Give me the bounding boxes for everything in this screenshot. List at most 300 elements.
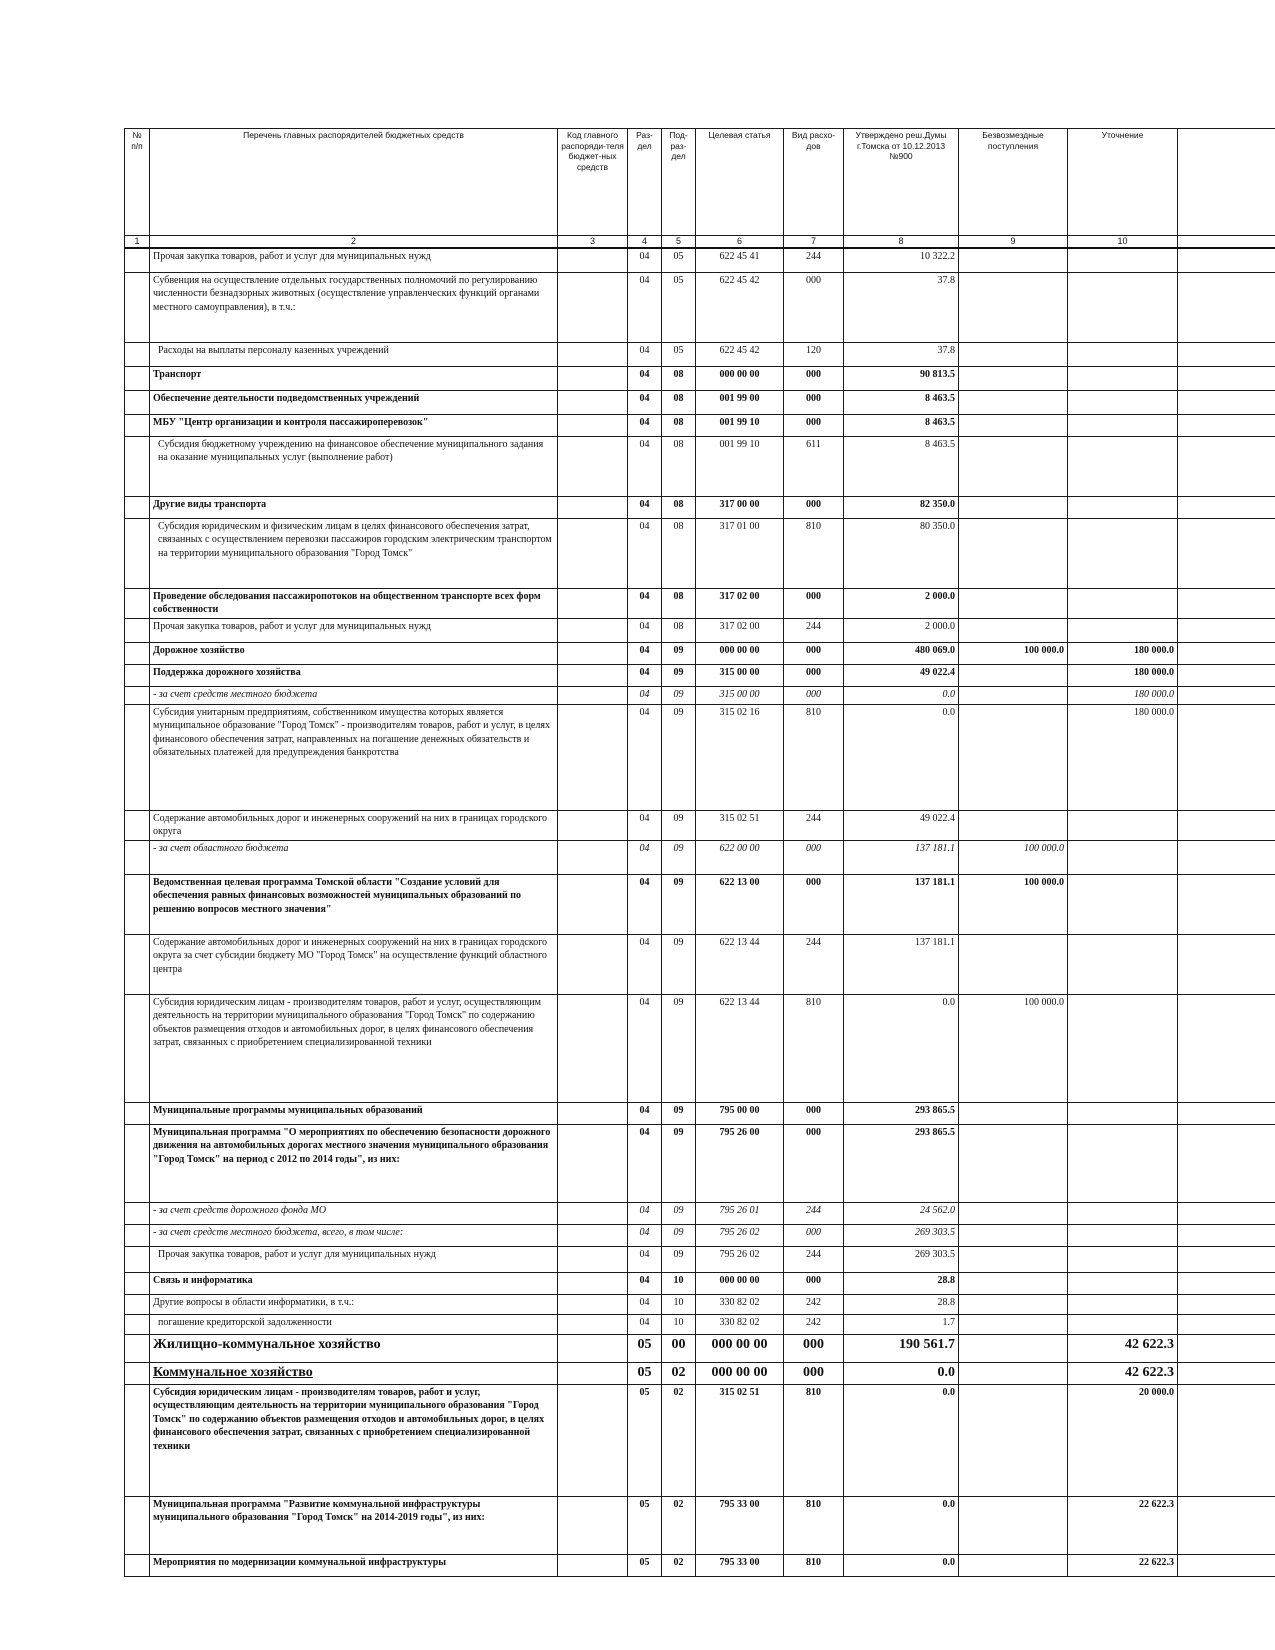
cell-name: Ведомственная целевая программа Томской области "Создание условий для обеспечения равных финансовых возможностей муниципальных образований по решению вопросов местного значения": [150, 874, 558, 934]
cell-extra: [1178, 366, 1275, 390]
cell-num: [125, 1314, 150, 1334]
cell-razdel: 04: [628, 934, 662, 994]
cell-vid: 000: [784, 686, 844, 704]
cell-vid: 000: [784, 366, 844, 390]
cell-approved: 480 069.0: [844, 642, 959, 664]
cell-name: - за счет областного бюджета: [150, 840, 558, 874]
table-row: [125, 518, 1275, 588]
cell-vid: 000: [784, 874, 844, 934]
cell-gratuitous: [959, 1224, 1068, 1246]
cell-code: [558, 342, 628, 366]
cell-vid: 000: [784, 1334, 844, 1362]
cell-vid: 000: [784, 272, 844, 342]
table-row: [125, 436, 1275, 496]
cell-num: [125, 874, 150, 934]
header-gratuitous: Безвозмездные поступления: [959, 129, 1068, 236]
cell-name: Содержание автомобильных дорог и инженерных сооружений на них в границах городского округа за счет субсидии бюджету МО "Город Томск" на осуществление функций областного центра: [150, 934, 558, 994]
cell-name: Субсидия юридическим лицам - производителям товаров, работ и услуг, осуществляющим деятельность на территории муниципального образования "Город Томск" по содержанию объектов размещения отходов и автомобильных дорог, в целях финансового обеспечения затрат, связанных с приобретением специализированной техники: [150, 1384, 558, 1496]
cell-approved: 0.0: [844, 1362, 959, 1384]
cell-num: [125, 1334, 150, 1362]
cell-podrazdel: 08: [662, 518, 696, 588]
cell-article: 622 13 44: [696, 934, 784, 994]
cell-clarification: [1068, 618, 1178, 642]
cell-name: Другие вопросы в области информатики, в т.ч.:: [150, 1294, 558, 1314]
cell-razdel: 04: [628, 366, 662, 390]
cell-gratuitous: 100 000.0: [959, 994, 1068, 1102]
cell-code: [558, 642, 628, 664]
col-number: 5: [662, 236, 696, 249]
cell-approved: 190 561.7: [844, 1334, 959, 1362]
cell-code: [558, 366, 628, 390]
table-row: [125, 1384, 1275, 1496]
cell-clarification: 180 000.0: [1068, 704, 1178, 810]
cell-gratuitous: [959, 414, 1068, 436]
cell-name: Обеспечение деятельности подведомственных учреждений: [150, 390, 558, 414]
cell-name: МБУ "Центр организации и контроля пассажироперевозок": [150, 414, 558, 436]
table-row: [125, 588, 1275, 618]
cell-code: [558, 664, 628, 686]
cell-razdel: 05: [628, 1362, 662, 1384]
cell-podrazdel: 09: [662, 1124, 696, 1202]
cell-extra: [1178, 1314, 1275, 1334]
cell-name: Субвенция на осуществление отдельных государственных полномочий по регулированию численности безнадзорных животных (осуществление управленческих функций органами местного самоуправления), в т.ч.:: [150, 272, 558, 342]
cell-approved: 10 322.2: [844, 248, 959, 272]
cell-gratuitous: [959, 810, 1068, 840]
cell-article: 330 82 02: [696, 1314, 784, 1334]
cell-clarification: [1068, 518, 1178, 588]
cell-num: [125, 664, 150, 686]
cell-name: Муниципальные программы муниципальных образований: [150, 1102, 558, 1124]
cell-article: 795 00 00: [696, 1102, 784, 1124]
cell-podrazdel: 09: [662, 1246, 696, 1272]
cell-approved: 1.7: [844, 1314, 959, 1334]
cell-num: [125, 642, 150, 664]
cell-extra: [1178, 1362, 1275, 1384]
table-row: [125, 994, 1275, 1102]
cell-approved: 137 181.1: [844, 874, 959, 934]
cell-article: 000 00 00: [696, 1362, 784, 1384]
cell-razdel: 04: [628, 1246, 662, 1272]
cell-razdel: 04: [628, 704, 662, 810]
cell-vid: 000: [784, 840, 844, 874]
cell-name: Коммунальное хозяйство: [150, 1362, 558, 1384]
cell-approved: 49 022.4: [844, 664, 959, 686]
cell-name: Поддержка дорожного хозяйства: [150, 664, 558, 686]
table-row: [125, 366, 1275, 390]
cell-vid: 000: [784, 496, 844, 518]
table-row: [125, 1362, 1275, 1384]
cell-vid: 810: [784, 1496, 844, 1554]
cell-clarification: [1068, 934, 1178, 994]
cell-podrazdel: 05: [662, 272, 696, 342]
cell-gratuitous: [959, 664, 1068, 686]
cell-clarification: [1068, 390, 1178, 414]
cell-clarification: 20 000.0: [1068, 1384, 1178, 1496]
cell-gratuitous: [959, 272, 1068, 342]
cell-podrazdel: 08: [662, 436, 696, 496]
cell-gratuitous: [959, 1314, 1068, 1334]
cell-razdel: 04: [628, 588, 662, 618]
cell-extra: [1178, 934, 1275, 994]
cell-code: [558, 1314, 628, 1334]
cell-code: [558, 1362, 628, 1384]
cell-code: [558, 618, 628, 642]
cell-clarification: 180 000.0: [1068, 642, 1178, 664]
cell-name: Прочая закупка товаров, работ и услуг для муниципальных нужд: [150, 1246, 558, 1272]
cell-name: Субсидия юридическим лицам - производителям товаров, работ и услуг, осуществляющим деятельность на территории муниципального образования "Город Томск" по содержанию объектов размещения отходов и автомобильных дорог, в целях финансового обеспечения затрат, связанных с приобретением специализированной техники: [150, 994, 558, 1102]
cell-article: 795 33 00: [696, 1496, 784, 1554]
cell-clarification: [1068, 1102, 1178, 1124]
cell-num: [125, 1554, 150, 1576]
cell-razdel: 04: [628, 874, 662, 934]
cell-approved: 0.0: [844, 704, 959, 810]
cell-code: [558, 1272, 628, 1294]
cell-gratuitous: [959, 934, 1068, 994]
cell-extra: [1178, 248, 1275, 272]
cell-vid: 000: [784, 414, 844, 436]
cell-gratuitous: [959, 1294, 1068, 1314]
cell-approved: 0.0: [844, 1554, 959, 1576]
cell-num: [125, 436, 150, 496]
cell-razdel: 05: [628, 1554, 662, 1576]
cell-gratuitous: [959, 1362, 1068, 1384]
cell-extra: [1178, 1202, 1275, 1224]
table-row: [125, 496, 1275, 518]
cell-vid: 810: [784, 704, 844, 810]
cell-clarification: [1068, 1202, 1178, 1224]
cell-gratuitous: [959, 496, 1068, 518]
cell-approved: 269 303.5: [844, 1224, 959, 1246]
cell-approved: 0.0: [844, 686, 959, 704]
cell-approved: 80 350.0: [844, 518, 959, 588]
cell-vid: 000: [784, 1124, 844, 1202]
header-name: Перечень главных распорядителей бюджетных средств: [150, 129, 558, 236]
table-row: [125, 342, 1275, 366]
cell-podrazdel: 10: [662, 1294, 696, 1314]
cell-gratuitous: [959, 1272, 1068, 1294]
cell-code: [558, 1294, 628, 1314]
cell-code: [558, 810, 628, 840]
cell-name: Жилищно-коммунальное хозяйство: [150, 1334, 558, 1362]
cell-article: 317 02 00: [696, 618, 784, 642]
cell-num: [125, 248, 150, 272]
cell-article: 622 13 44: [696, 994, 784, 1102]
cell-razdel: 04: [628, 664, 662, 686]
cell-article: 000 00 00: [696, 1334, 784, 1362]
cell-vid: 000: [784, 664, 844, 686]
cell-gratuitous: [959, 1334, 1068, 1362]
cell-num: [125, 618, 150, 642]
cell-vid: 000: [784, 642, 844, 664]
cell-podrazdel: 02: [662, 1496, 696, 1554]
cell-razdel: 04: [628, 390, 662, 414]
cell-vid: 000: [784, 390, 844, 414]
cell-name: Субсидия унитарным предприятиям, собственником имущества которых является муниципальное образование "Город Томск" - производителям товаров, работ и услуг, в целях финансового обеспечения затрат, направленных на погашение денежных обязательств и обязательных платежей для предупреждения банкротства: [150, 704, 558, 810]
cell-clarification: [1068, 436, 1178, 496]
cell-num: [125, 588, 150, 618]
column-numbers-row: [125, 236, 1275, 249]
cell-approved: 90 813.5: [844, 366, 959, 390]
cell-approved: 8 463.5: [844, 414, 959, 436]
cell-num: [125, 934, 150, 994]
cell-podrazdel: 02: [662, 1554, 696, 1576]
cell-extra: [1178, 1334, 1275, 1362]
cell-razdel: 04: [628, 810, 662, 840]
table-row: [125, 248, 1275, 272]
table-row: [125, 704, 1275, 810]
cell-code: [558, 934, 628, 994]
cell-approved: 269 303.5: [844, 1246, 959, 1272]
cell-approved: 2 000.0: [844, 588, 959, 618]
cell-code: [558, 414, 628, 436]
cell-razdel: 04: [628, 342, 662, 366]
cell-article: 317 01 00: [696, 518, 784, 588]
table-row: [125, 874, 1275, 934]
cell-num: [125, 1224, 150, 1246]
cell-extra: [1178, 664, 1275, 686]
cell-gratuitous: [959, 704, 1068, 810]
cell-article: 001 99 10: [696, 414, 784, 436]
cell-code: [558, 1554, 628, 1576]
col-number: 8: [844, 236, 959, 249]
col-number: 2: [150, 236, 558, 249]
cell-approved: 8 463.5: [844, 436, 959, 496]
cell-extra: [1178, 810, 1275, 840]
cell-approved: 0.0: [844, 994, 959, 1102]
table-header: [125, 129, 1275, 249]
cell-gratuitous: 100 000.0: [959, 874, 1068, 934]
cell-name: Расходы на выплаты персоналу казенных учреждений: [150, 342, 558, 366]
cell-code: [558, 1202, 628, 1224]
table-row: [125, 272, 1275, 342]
cell-podrazdel: 09: [662, 874, 696, 934]
table-row: [125, 1496, 1275, 1554]
cell-code: [558, 1496, 628, 1554]
cell-vid: 810: [784, 518, 844, 588]
cell-num: [125, 1294, 150, 1314]
cell-approved: 0.0: [844, 1384, 959, 1496]
cell-podrazdel: 08: [662, 390, 696, 414]
cell-num: [125, 496, 150, 518]
cell-name: Муниципальная программа "Развитие коммунальной инфраструктуры муниципального образования "Город Томск" на 2014-2019 годы", из них:: [150, 1496, 558, 1554]
cell-gratuitous: [959, 1496, 1068, 1554]
cell-num: [125, 994, 150, 1102]
cell-vid: 244: [784, 618, 844, 642]
cell-num: [125, 390, 150, 414]
cell-extra: [1178, 994, 1275, 1102]
cell-num: [125, 810, 150, 840]
table-row: [125, 1554, 1275, 1576]
col-number: 3: [558, 236, 628, 249]
table-row: [125, 1314, 1275, 1334]
cell-article: 795 26 00: [696, 1124, 784, 1202]
cell-gratuitous: [959, 1202, 1068, 1224]
cell-name: Субсидия юридическим и физическим лицам в целях финансового обеспечения затрат, связанных с осуществлением перевозки пассажиров городским электрическим транспортом на территории муниципального образования "Город Томск": [150, 518, 558, 588]
table-row: [125, 642, 1275, 664]
cell-approved: 293 865.5: [844, 1124, 959, 1202]
cell-name: Другие виды транспорта: [150, 496, 558, 518]
table-row: [125, 1202, 1275, 1224]
cell-clarification: [1068, 496, 1178, 518]
cell-vid: 810: [784, 1384, 844, 1496]
table-row: [125, 664, 1275, 686]
cell-gratuitous: [959, 686, 1068, 704]
cell-vid: 000: [784, 1362, 844, 1384]
cell-code: [558, 840, 628, 874]
cell-vid: 810: [784, 1554, 844, 1576]
cell-gratuitous: [959, 390, 1068, 414]
cell-clarification: [1068, 248, 1178, 272]
cell-podrazdel: 10: [662, 1272, 696, 1294]
table-row: [125, 1294, 1275, 1314]
cell-clarification: [1068, 272, 1178, 342]
cell-extra: [1178, 704, 1275, 810]
cell-razdel: 04: [628, 642, 662, 664]
cell-podrazdel: 05: [662, 248, 696, 272]
cell-vid: 120: [784, 342, 844, 366]
cell-extra: [1178, 1496, 1275, 1554]
cell-name: Дорожное хозяйство: [150, 642, 558, 664]
cell-vid: 242: [784, 1294, 844, 1314]
cell-podrazdel: 09: [662, 686, 696, 704]
cell-extra: [1178, 1384, 1275, 1496]
cell-article: 622 45 42: [696, 342, 784, 366]
cell-razdel: 04: [628, 840, 662, 874]
cell-name: - за счет средств местного бюджета: [150, 686, 558, 704]
cell-gratuitous: [959, 342, 1068, 366]
table-body: [125, 248, 1275, 1576]
cell-article: 315 02 51: [696, 810, 784, 840]
cell-article: 622 13 00: [696, 874, 784, 934]
cell-num: [125, 1362, 150, 1384]
cell-vid: 244: [784, 1246, 844, 1272]
cell-num: [125, 366, 150, 390]
cell-podrazdel: 02: [662, 1362, 696, 1384]
cell-podrazdel: 09: [662, 1224, 696, 1246]
table-row: [125, 1224, 1275, 1246]
cell-num: [125, 1102, 150, 1124]
cell-article: 622 45 41: [696, 248, 784, 272]
cell-podrazdel: 08: [662, 366, 696, 390]
cell-num: [125, 342, 150, 366]
cell-code: [558, 1124, 628, 1202]
cell-name: Прочая закупка товаров, работ и услуг для муниципальных нужд: [150, 618, 558, 642]
cell-article: 001 99 10: [696, 436, 784, 496]
cell-extra: [1178, 436, 1275, 496]
cell-code: [558, 704, 628, 810]
cell-clarification: [1068, 588, 1178, 618]
cell-razdel: 04: [628, 686, 662, 704]
cell-code: [558, 390, 628, 414]
cell-vid: 000: [784, 588, 844, 618]
cell-num: [125, 272, 150, 342]
cell-clarification: 42 622.3: [1068, 1334, 1178, 1362]
cell-clarification: 22 622.3: [1068, 1496, 1178, 1554]
cell-gratuitous: [959, 1384, 1068, 1496]
cell-podrazdel: 09: [662, 840, 696, 874]
cell-razdel: 04: [628, 518, 662, 588]
col-number: 4: [628, 236, 662, 249]
cell-extra: [1178, 1294, 1275, 1314]
cell-vid: 611: [784, 436, 844, 496]
cell-num: [125, 1202, 150, 1224]
cell-gratuitous: [959, 248, 1068, 272]
table-row: [125, 1334, 1275, 1362]
col-number: 6: [696, 236, 784, 249]
cell-clarification: 180 000.0: [1068, 686, 1178, 704]
cell-extra: [1178, 840, 1275, 874]
cell-extra: [1178, 518, 1275, 588]
cell-vid: 000: [784, 1224, 844, 1246]
cell-gratuitous: [959, 1554, 1068, 1576]
cell-article: 795 26 02: [696, 1246, 784, 1272]
header-podrazdel: Под-раз-дел: [662, 129, 696, 236]
table-row: [125, 1272, 1275, 1294]
table-row: [125, 390, 1275, 414]
table-row: [125, 414, 1275, 436]
cell-article: 795 33 00: [696, 1554, 784, 1576]
cell-code: [558, 588, 628, 618]
cell-code: [558, 496, 628, 518]
cell-razdel: 05: [628, 1334, 662, 1362]
cell-podrazdel: 10: [662, 1314, 696, 1334]
cell-razdel: 04: [628, 272, 662, 342]
header-razdel: Раз-дел: [628, 129, 662, 236]
table-row: [125, 1102, 1275, 1124]
cell-clarification: [1068, 840, 1178, 874]
cell-article: 315 02 51: [696, 1384, 784, 1496]
cell-podrazdel: 02: [662, 1384, 696, 1496]
cell-num: [125, 1246, 150, 1272]
cell-vid: 244: [784, 248, 844, 272]
cell-name: Прочая закупка товаров, работ и услуг для муниципальных нужд: [150, 248, 558, 272]
cell-approved: 137 181.1: [844, 934, 959, 994]
cell-gratuitous: [959, 588, 1068, 618]
cell-approved: 24 562.0: [844, 1202, 959, 1224]
cell-num: [125, 1384, 150, 1496]
cell-podrazdel: 09: [662, 642, 696, 664]
cell-code: [558, 874, 628, 934]
cell-approved: 28.8: [844, 1272, 959, 1294]
cell-razdel: 04: [628, 1102, 662, 1124]
cell-gratuitous: 100 000.0: [959, 840, 1068, 874]
table-row: [125, 934, 1275, 994]
cell-podrazdel: 09: [662, 1202, 696, 1224]
cell-code: [558, 994, 628, 1102]
cell-article: 622 00 00: [696, 840, 784, 874]
cell-podrazdel: 00: [662, 1334, 696, 1362]
cell-name: - за счет средств дорожного фонда МО: [150, 1202, 558, 1224]
cell-name: - за счет средств местного бюджета, всего, в том числе:: [150, 1224, 558, 1246]
cell-clarification: [1068, 1246, 1178, 1272]
cell-approved: 49 022.4: [844, 810, 959, 840]
cell-razdel: 04: [628, 1314, 662, 1334]
header-code: Код главного распоряди-теля бюджет-ных средств: [558, 129, 628, 236]
cell-extra: [1178, 686, 1275, 704]
cell-name: Мероприятия по модернизации коммунальной инфраструктуры: [150, 1554, 558, 1576]
cell-name: Связь и информатика: [150, 1272, 558, 1294]
cell-extra: [1178, 272, 1275, 342]
cell-name: погашение кредиторской задолженности: [150, 1314, 558, 1334]
table-row: [125, 1124, 1275, 1202]
cell-razdel: 04: [628, 1124, 662, 1202]
cell-podrazdel: 05: [662, 342, 696, 366]
cell-vid: 244: [784, 934, 844, 994]
header-num: № п/п: [125, 129, 150, 236]
cell-num: [125, 414, 150, 436]
cell-clarification: 42 622.3: [1068, 1362, 1178, 1384]
cell-code: [558, 1102, 628, 1124]
